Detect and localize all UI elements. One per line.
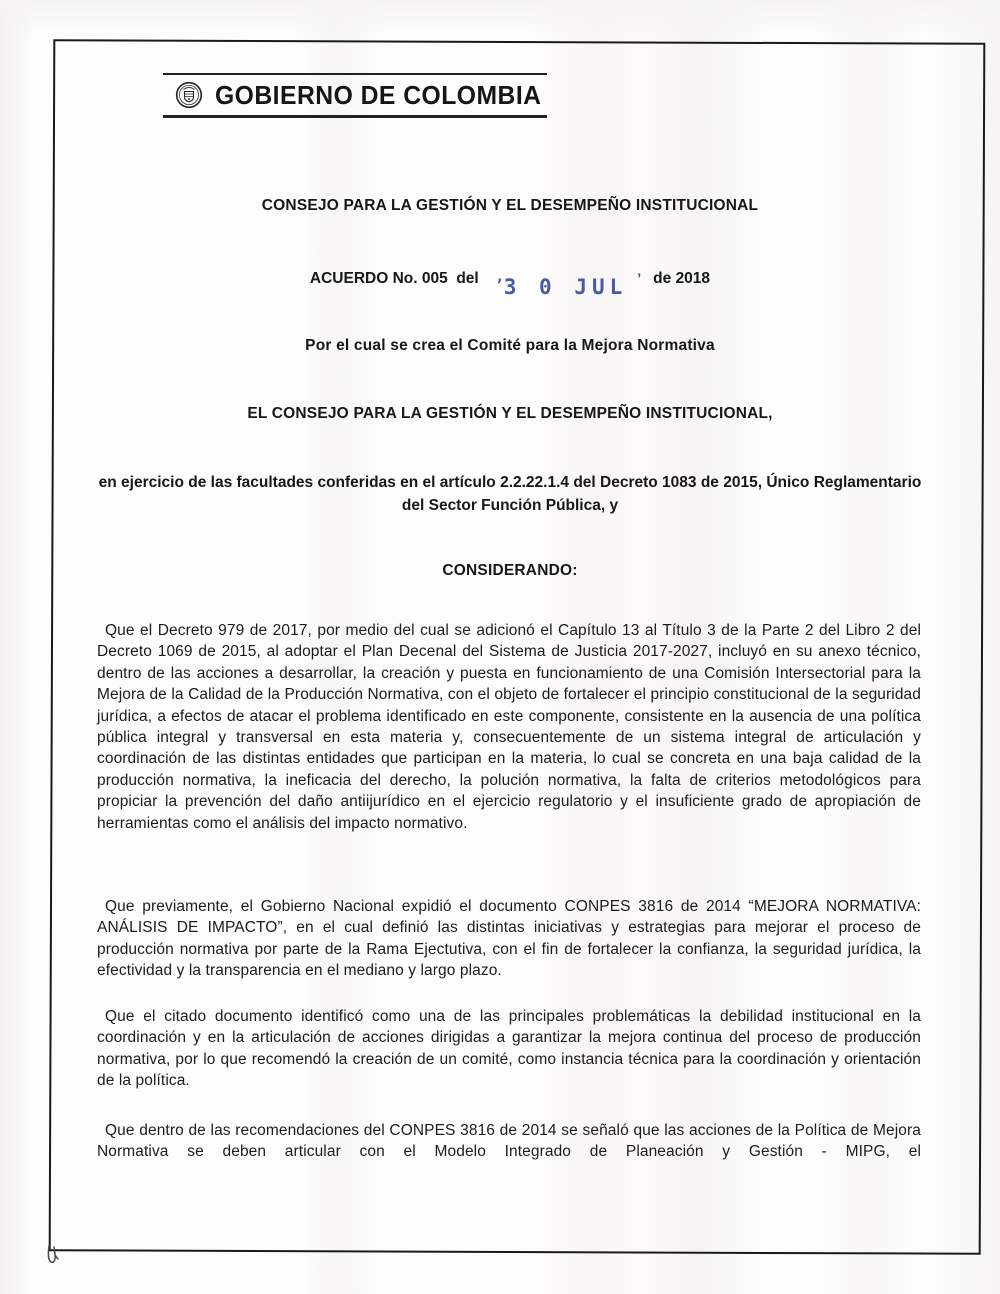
colombia-coat-of-arms-icon bbox=[175, 81, 203, 109]
stamp-left-mark: ’ bbox=[494, 276, 504, 294]
logo-text: GOBIERNO DE COLOMBIA bbox=[215, 79, 542, 110]
considerando-paragraph-1: Que el Decreto 979 de 2017, por medio del cual se adicionó el Capítulo 13 al Título 3 de la Parte 2 del Libro 2 del Decreto 1069 de 2015, al adoptar el Plan Decenal del Sistema de Justicia 2017-2027, incluyó en su anexo técnico, dentro de las acciones a desarrollar, la creación y puesta en funcionamiento de una Comisión Intersectorial para la Mejora de la Calidad de la Producción Normativa, con el objeto de fortalecer el principio constitucional de la seguridad jurídica, a efectos de atacar el problema identificado en este componente, consistente en la ausencia de una política pública integral y transversal en esta materia y, consecuentemente de un sistema integral de articulación y coordinación de las distintas entidades que participan en la materia, lo cual se concreta en una baja calidad de la producción normativa, la ineficacia del derecho, la polución normativa, la falta de criterios metodológicos para propiciar la prevención del daño antiijurídico en el ejercicio regulatorio y el insuficiente grado de apropiación de herramientas como el análisis del impacto normativo. bbox=[97, 622, 921, 832]
acuerdo-number-line bbox=[95, 268, 925, 299]
considerando-paragraph-4: Que dentro de las recomendaciones del CONPES 3816 de 2014 se señaló que las acciones de la Política de Mejora Normativa se deben articular con el Modelo Integrado de Planeación y Gestión - MIPG, el bbox=[97, 1122, 921, 1161]
acuerdo-year-text: de 2018 bbox=[653, 270, 711, 287]
acuerdo-subject: Por el cual se crea el Comité para la Mejora Normativa bbox=[305, 337, 715, 354]
stamp-right-mark: ’ bbox=[637, 270, 642, 286]
council-resolves-title: EL CONSEJO PARA LA GESTIÓN Y EL DESEMPEÑO INSTITUCIONAL, bbox=[247, 405, 773, 422]
pen-squiggle-mark bbox=[42, 1244, 68, 1274]
gobierno-de-colombia-logo bbox=[163, 73, 547, 118]
acuerdo-prefix-text: ACUERDO No. 005 del bbox=[309, 270, 479, 287]
stamp-date-text: 3 0 JUL bbox=[503, 275, 628, 299]
council-title: CONSEJO PARA LA GESTIÓN Y EL DESEMPEÑO INSTITUCIONAL bbox=[261, 197, 759, 214]
considerando-paragraph-3: Que el citado documento identificó como una de las principales problemáticas la debilidad institucional en la coordinación y en la articulación de acciones dirigidas a garantizar la mejora continua del proceso de producción normativa, por lo que recomendó la creación de un comité, como instancia técnica para la coordinación y orientación de la política. bbox=[97, 1008, 921, 1090]
considerando-paragraph-2: Que previamente, el Gobierno Nacional expidió el documento CONPES 3816 de 2014 “MEJORA NORMATIVA: ANÁLISIS DE IMPACTO”, en el cual definió las distintas iniciativas y estrategias para mejorar el proceso de producción normativa por parte de la Rama Ejectutiva, con el fin de fortalecer la confianza, la seguridad jurídica, la efectividad y la transparencia en el mediano y largo plazo. bbox=[97, 898, 921, 980]
preamble-text: en ejercicio de las facultades conferidas en el artículo 2.2.22.1.4 del Decreto 1083 de 2015, Único Reglamentario del Sector Función Pública, y bbox=[98, 474, 922, 514]
date-stamp bbox=[495, 268, 628, 299]
considerando-heading: CONSIDERANDO: bbox=[442, 562, 578, 579]
